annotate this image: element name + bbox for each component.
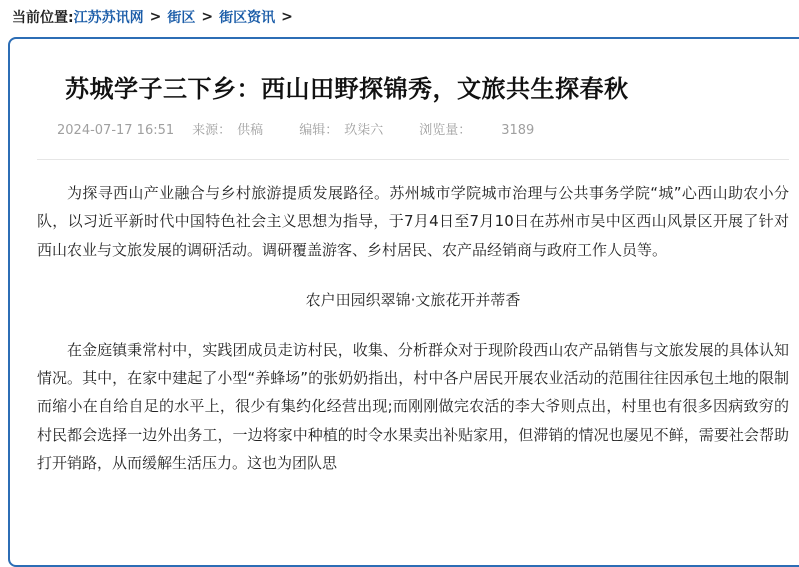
editor-label: 编辑： <box>299 123 339 138</box>
breadcrumb-link-district[interactable]: 街区 <box>167 10 196 26</box>
article-card <box>8 37 799 567</box>
source-label: 来源： <box>192 123 232 138</box>
article-paragraph: 为探寻西山产业融合与乡村旅游提质发展路径。苏州城市学院城市治理与公共事务学院“城”心西山助农小分队，以习近平新时代中国特色社会主义思想为指导，于7月4日至7月10日在苏州市吴中区西山风景区开展了针对西山农业与文旅发展的调研活动。调研覆盖游客、乡村居民、农产品经销商与政府工作人员等。 <box>37 184 789 259</box>
views-label: 浏览量： <box>419 123 472 138</box>
breadcrumb-link-home[interactable]: 江苏苏讯网 <box>73 10 144 26</box>
view-count: 3189 <box>501 123 535 138</box>
breadcrumb <box>12 6 299 28</box>
breadcrumb-link-district-news[interactable]: 街区资讯 <box>219 10 276 26</box>
meta-divider <box>37 159 789 160</box>
breadcrumb-separator: > <box>281 9 293 25</box>
breadcrumb-separator: > <box>149 9 162 25</box>
article-subheading: 农户田园织翠锦·文旅花开并蒂香 <box>305 291 521 310</box>
article-title: 苏城学子三下乡：西山田野探锦秀，文旅共生探春秋 <box>65 75 629 103</box>
breadcrumb-label: 当前位置: <box>12 10 74 26</box>
article-source: 供稿 <box>237 123 264 138</box>
article-body <box>37 179 789 478</box>
article-paragraph: 在金庭镇秉常村中，实践团成员走访村民，收集、分析群众对于现阶段西山农产品销售与文旅发展的具体认知情况。其中，在家中建起了小型“养蜂场”的张奶奶指出，村中各户居民开展农业活动的范围往往因承包土地的限制而缩小在自给自足的水平上，很少有集约化经营出现;而刚刚做完农活的李大爷则点出，村里也有很多因病致穷的村民都会选择一边外出务工，一边将家中种植的时令水果卖出补贴家用，但滞销的情况也屡见不鲜，需要社会帮助打开销路，从而缓解生活压力。这也为团队思 <box>37 340 789 473</box>
article-datetime: 2024-07-17 16:51 <box>57 123 175 138</box>
article-editor: 玖柒六 <box>344 123 384 138</box>
article-meta <box>57 119 534 138</box>
breadcrumb-separator: > <box>201 9 214 25</box>
